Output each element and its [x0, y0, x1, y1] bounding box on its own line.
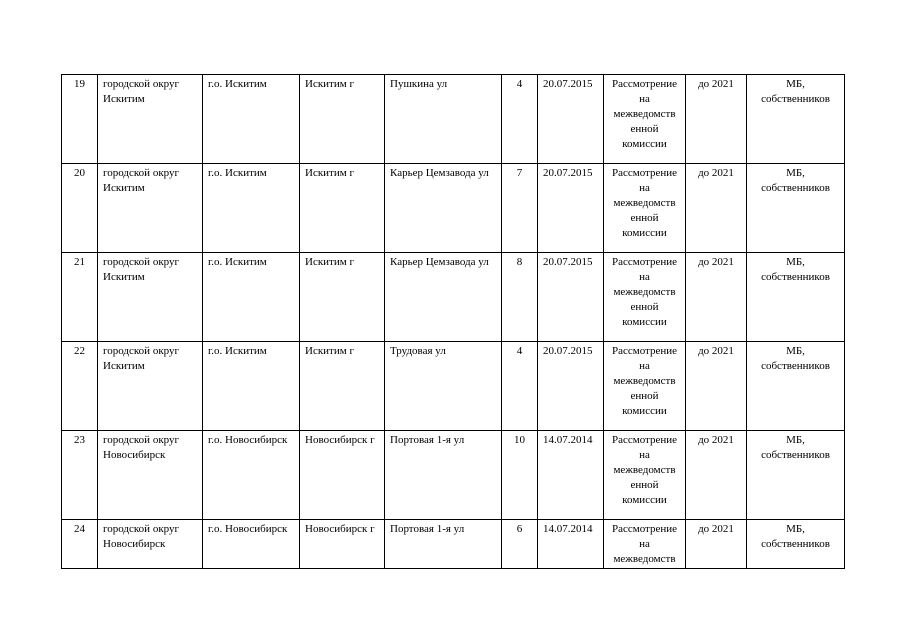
settlement-cell: г.о. Искитим — [203, 253, 300, 342]
settlement-cell: г.о. Искитим — [203, 75, 300, 164]
funding-line: МБ, — [786, 523, 805, 535]
stage-line: межведомств — [613, 197, 676, 209]
funding-line: собственников — [761, 182, 830, 194]
term-cell: до 2021 — [686, 164, 747, 253]
stage-line: комиссии — [622, 494, 667, 506]
stage-cell — [604, 431, 686, 520]
row-number-cell: 21 — [62, 253, 98, 342]
funding-cell — [747, 520, 845, 569]
street-cell: Портовая 1-я ул — [385, 431, 502, 520]
locality-cell: Новосибирск г — [300, 520, 385, 569]
stage-line: енной — [630, 212, 659, 224]
street-cell: Портовая 1-я ул — [385, 520, 502, 569]
row-number-cell: 20 — [62, 164, 98, 253]
table-row — [62, 253, 845, 342]
table-row — [62, 520, 845, 569]
settlement-cell: г.о. Искитим — [203, 164, 300, 253]
stage-line: на — [639, 538, 650, 550]
funding-cell — [747, 253, 845, 342]
stage-line: енной — [630, 479, 659, 491]
table-body — [62, 75, 845, 569]
settlement-cell: г.о. Искитим — [203, 342, 300, 431]
stage-line: комиссии — [622, 405, 667, 417]
funding-line: МБ, — [786, 256, 805, 268]
term-cell: до 2021 — [686, 342, 747, 431]
funding-cell — [747, 75, 845, 164]
house-number-cell: 7 — [502, 164, 538, 253]
house-number-cell: 10 — [502, 431, 538, 520]
street-cell: Трудовая ул — [385, 342, 502, 431]
date-cell: 14.07.2014 — [538, 431, 604, 520]
locality-cell: Новосибирск г — [300, 431, 385, 520]
municipality-cell: городской округ Искитим — [98, 342, 203, 431]
stage-cell — [604, 342, 686, 431]
municipality-cell: городской округ Искитим — [98, 164, 203, 253]
date-cell: 20.07.2015 — [538, 164, 604, 253]
stage-line: на — [639, 449, 650, 461]
stage-line: межведомств — [613, 286, 676, 298]
funding-cell — [747, 431, 845, 520]
street-cell: Карьер Цемзавода ул — [385, 253, 502, 342]
row-number-cell: 19 — [62, 75, 98, 164]
funding-line: собственников — [761, 538, 830, 550]
settlement-cell: г.о. Новосибирск — [203, 431, 300, 520]
table-row — [62, 431, 845, 520]
locality-cell: Искитим г — [300, 253, 385, 342]
stage-line: межведомств — [613, 375, 676, 387]
stage-line: енной — [630, 301, 659, 313]
house-number-cell: 8 — [502, 253, 538, 342]
row-number-cell: 22 — [62, 342, 98, 431]
funding-line: МБ, — [786, 167, 805, 179]
stage-line: межведомств — [613, 108, 676, 120]
stage-cell — [604, 164, 686, 253]
stage-line: Рассмотрение — [611, 256, 678, 268]
stage-line: на — [639, 271, 650, 283]
funding-cell — [747, 342, 845, 431]
table-row — [62, 342, 845, 431]
stage-line: межведомств — [613, 464, 676, 476]
street-cell: Пушкина ул — [385, 75, 502, 164]
stage-line: на — [639, 93, 650, 105]
term-cell: до 2021 — [686, 520, 747, 569]
funding-line: МБ, — [786, 78, 805, 90]
stage-line: межведомств — [613, 553, 676, 565]
house-number-cell: 6 — [502, 520, 538, 569]
stage-line: Рассмотрение — [611, 78, 678, 90]
stage-line: Рассмотрение — [611, 434, 678, 446]
funding-cell — [747, 164, 845, 253]
settlement-cell: г.о. Новосибирск — [203, 520, 300, 569]
funding-line: собственников — [761, 449, 830, 461]
date-cell: 20.07.2015 — [538, 342, 604, 431]
stage-clip — [609, 522, 680, 568]
stage-line: Рассмотрение — [611, 167, 678, 179]
funding-line: собственников — [761, 93, 830, 105]
term-cell: до 2021 — [686, 431, 747, 520]
stage-line: комиссии — [622, 316, 667, 328]
row-number-cell: 23 — [62, 431, 98, 520]
table-row — [62, 164, 845, 253]
date-cell: 14.07.2014 — [538, 520, 604, 569]
locality-cell: Искитим г — [300, 75, 385, 164]
stage-line: на — [639, 182, 650, 194]
municipality-cell: городской округ Искитим — [98, 253, 203, 342]
municipality-cell: городской округ Новосибирск — [98, 520, 203, 569]
locality-cell: Искитим г — [300, 164, 385, 253]
stage-line: на — [639, 360, 650, 372]
funding-line: собственников — [761, 360, 830, 372]
street-cell: Карьер Цемзавода ул — [385, 164, 502, 253]
funding-line: собственников — [761, 271, 830, 283]
stage-line: Рассмотрение — [611, 345, 678, 357]
funding-line: МБ, — [786, 345, 805, 357]
stage-line: енной — [630, 123, 659, 135]
municipality-cell: городской округ Новосибирск — [98, 431, 203, 520]
stage-line: комиссии — [622, 227, 667, 239]
stage-cell — [604, 75, 686, 164]
housing-registry-table — [61, 74, 845, 569]
stage-line: енной — [630, 390, 659, 402]
term-cell: до 2021 — [686, 253, 747, 342]
stage-line: комиссии — [622, 138, 667, 150]
date-cell: 20.07.2015 — [538, 253, 604, 342]
locality-cell: Искитим г — [300, 342, 385, 431]
term-cell: до 2021 — [686, 75, 747, 164]
table-row — [62, 75, 845, 164]
house-number-cell: 4 — [502, 75, 538, 164]
funding-line: МБ, — [786, 434, 805, 446]
stage-cell — [604, 253, 686, 342]
municipality-cell: городской округ Искитим — [98, 75, 203, 164]
date-cell: 20.07.2015 — [538, 75, 604, 164]
stage-cell — [604, 520, 686, 569]
stage-line: Рассмотрение — [611, 523, 678, 535]
house-number-cell: 4 — [502, 342, 538, 431]
row-number-cell: 24 — [62, 520, 98, 569]
